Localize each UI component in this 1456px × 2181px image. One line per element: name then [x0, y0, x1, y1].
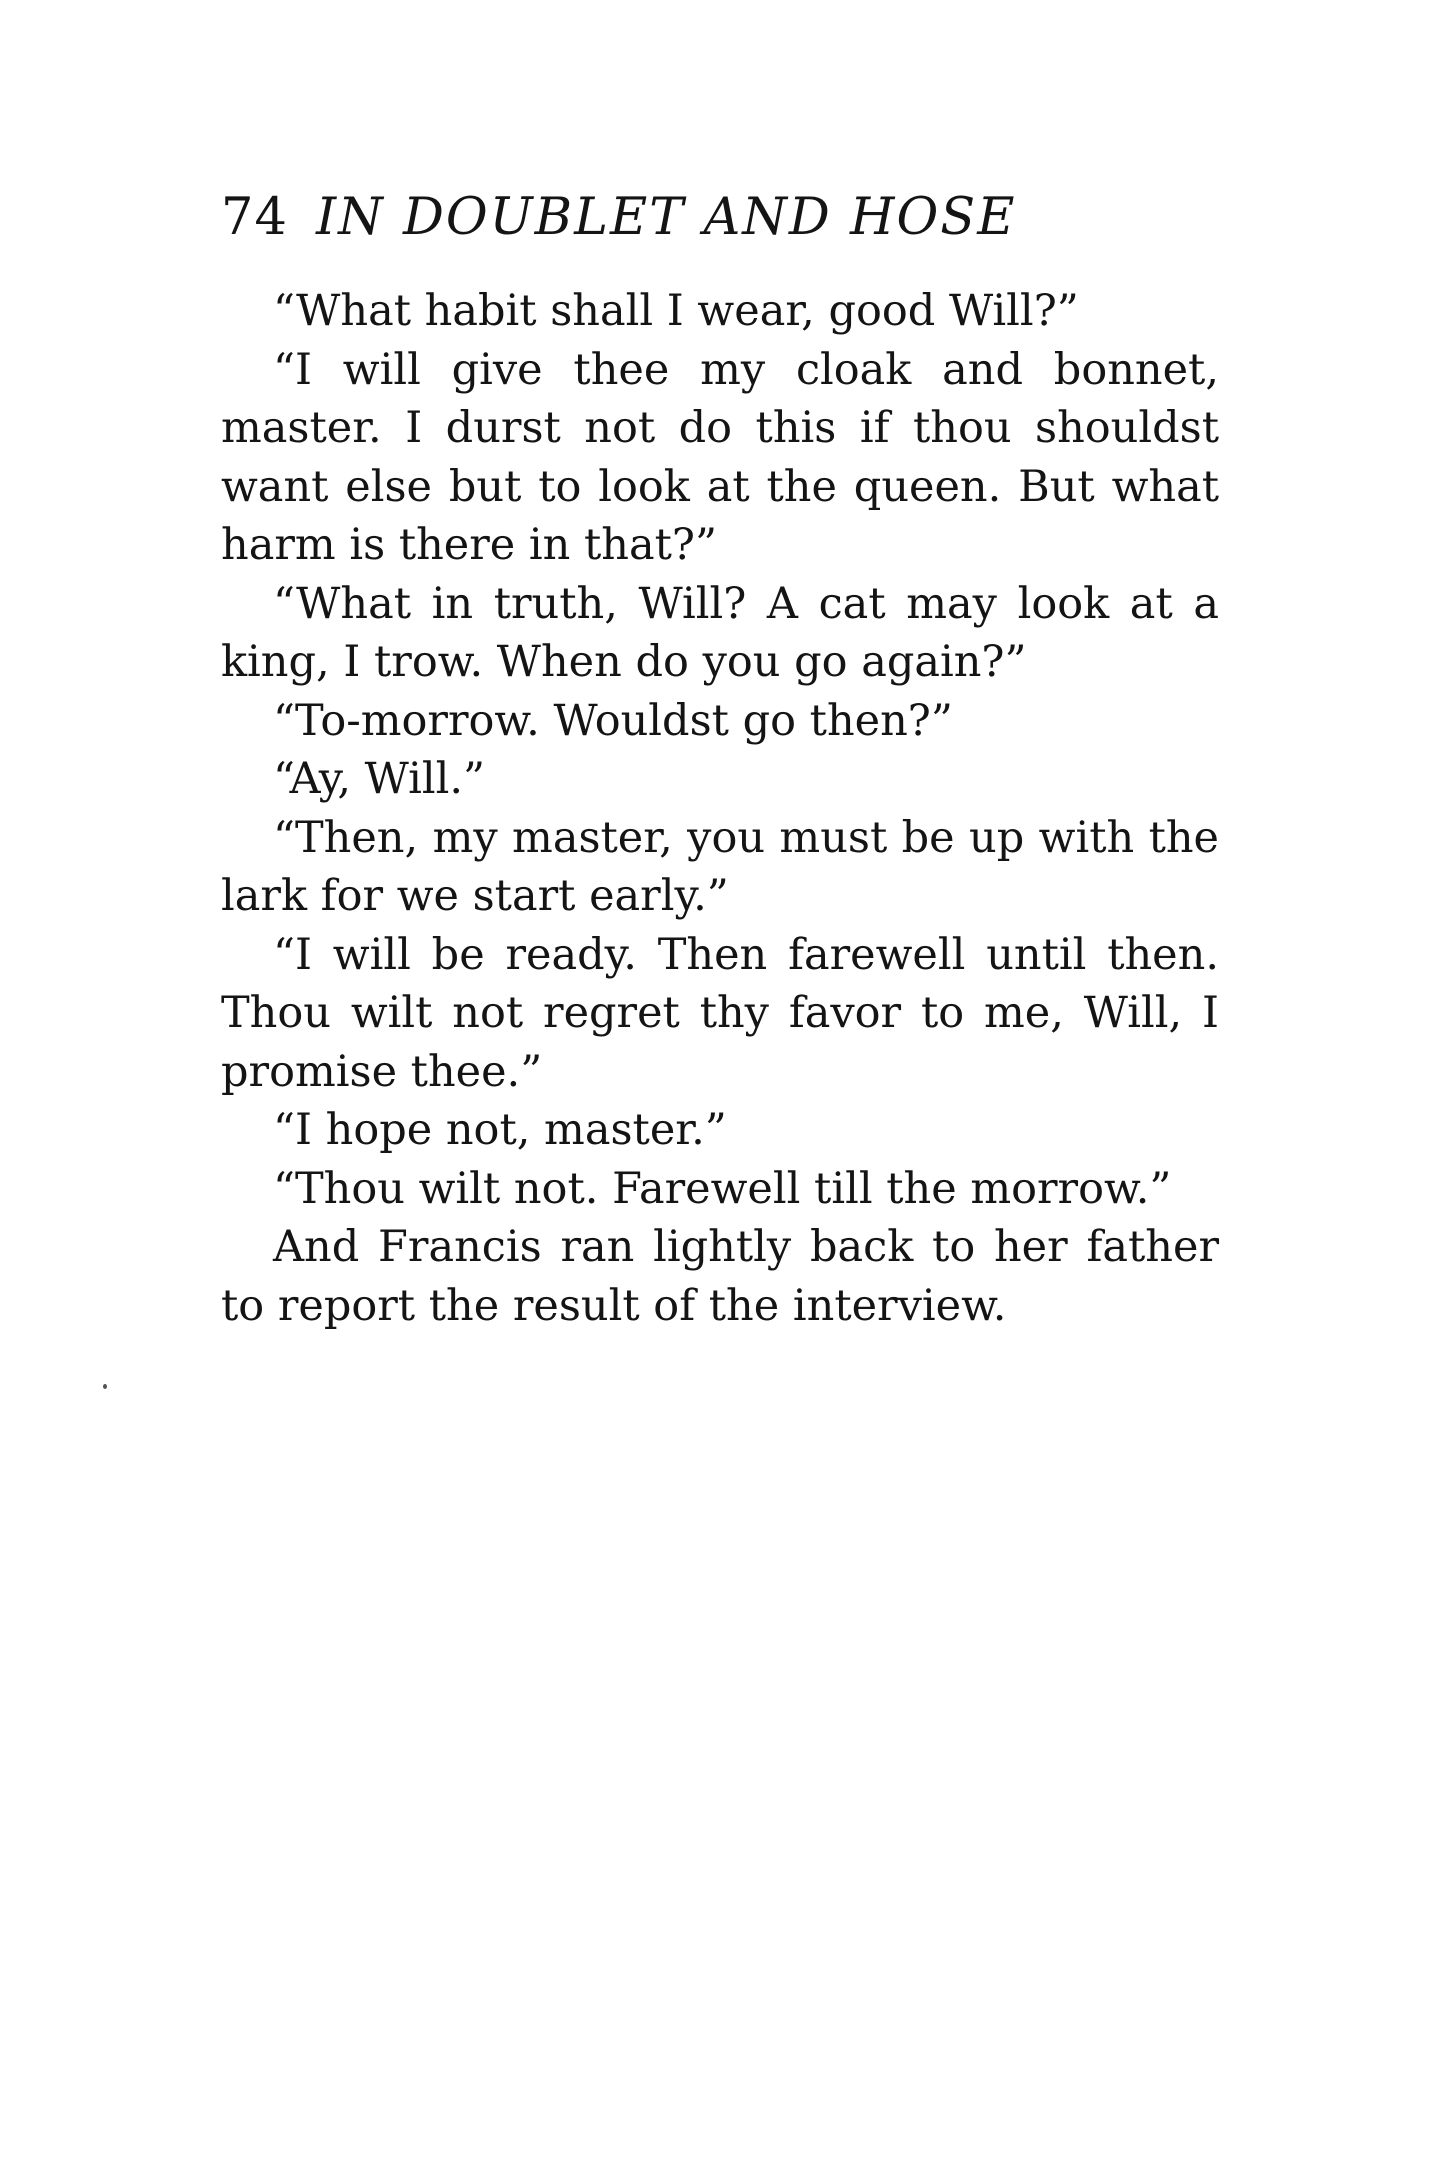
- paragraph: “What in truth, Will? A cat may look at a king, I trow. When do you go again?”: [221, 578, 1219, 687]
- paragraph: “I will be ready. Then farewell until then. Thou wilt not regret thy favor to me, Will, I promise thee.”: [221, 929, 1219, 1097]
- paragraph: “I will give thee my cloak and bonnet, master. I durst not do this if thou shouldst want else but to look at the queen. But what harm is there in that?”: [221, 344, 1219, 570]
- paragraph: “What habit shall I wear, good Will?”: [273, 286, 1079, 336]
- paragraph: “To-morrow. Wouldst go then?”: [273, 695, 953, 746]
- ink-speck: [103, 1384, 107, 1389]
- paragraph: “Then, my master, you must be up with the lark for we start early.”: [221, 812, 1219, 921]
- paragraph: “I hope not, master.”: [273, 1105, 727, 1155]
- paragraph: “Ay, Will.”: [273, 754, 486, 804]
- page-number: 74: [221, 188, 288, 247]
- book-title: IN DOUBLET AND HOSE: [316, 188, 1017, 247]
- paragraph: And Francis ran lightly back to her father to report the result of the interview.: [221, 1222, 1219, 1331]
- running-header: [221, 183, 1221, 253]
- body-text: [221, 282, 1219, 1335]
- paragraph: “Thou wilt not. Farewell till the morrow.”: [273, 1163, 1172, 1214]
